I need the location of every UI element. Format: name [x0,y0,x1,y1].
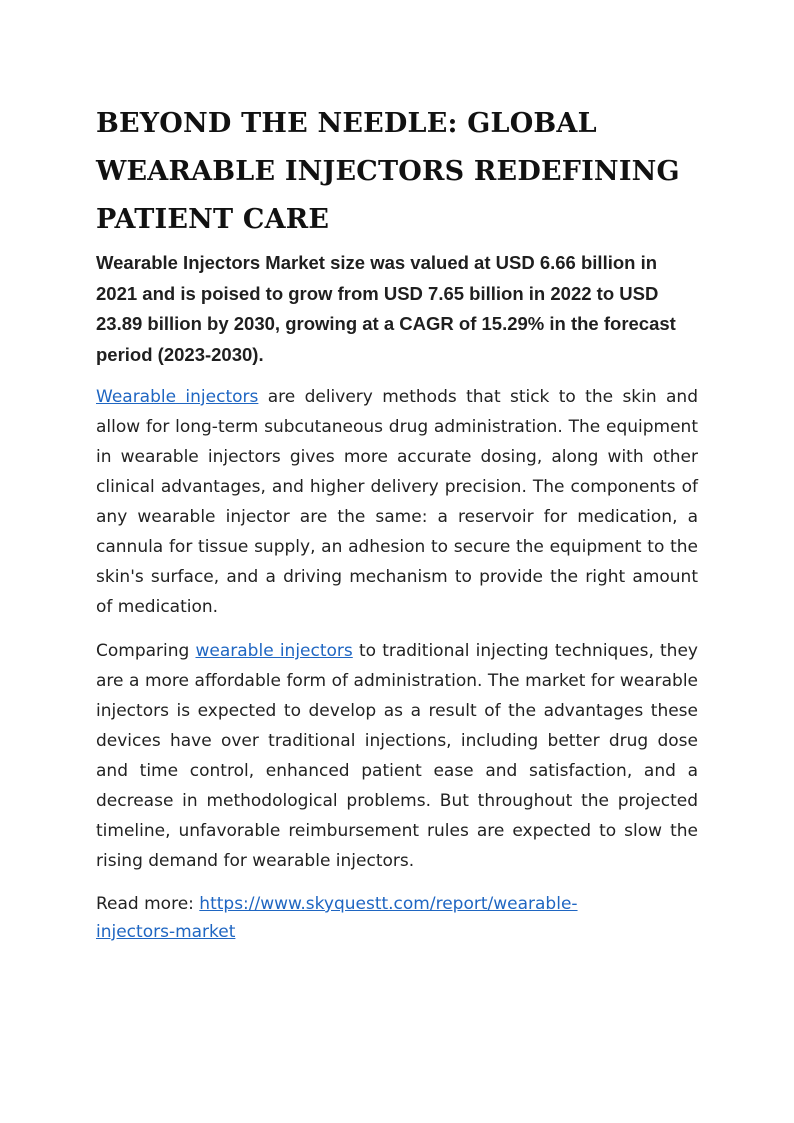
paragraph-2 [96,636,698,876]
read-more-label: Read more: [96,894,200,914]
title-line-1: BEYOND THE NEEDLE: GLOBAL [96,108,597,139]
wearable-injectors-link-2[interactable]: wearable injectors [195,641,353,661]
read-more [96,890,698,946]
paragraph-2-text-after: to traditional injecting techniques, they are a more affordable form of administration. The market for wearable injectors is expected to develop as a result of the advantages these devices have over traditional injections, including better drug dose and time control, enhanced patient ease and satisfaction, and a decrease in methodological problems. But throughout the projected timeline, unfavorable reimbursement rules are expected to slow the rising demand for wearable injectors. [96,641,698,871]
page-title [96,100,698,244]
report-url-line-2: injectors-market [96,922,236,942]
lead-paragraph: Wearable Injectors Market size was valued at USD 6.66 billion in 2021 and is poised to grow from USD 7.65 billion in 2022 to USD 23.89 billion by 2030, growing at a CAGR of 15.29% in the forecast period (2023-2030). [96,252,676,365]
report-url-line-1: https://www.skyquestt.com/report/wearable- [199,894,578,914]
paragraph-2-text-before: Comparing [96,641,196,661]
document-page [96,100,698,946]
wearable-injectors-link-1[interactable]: Wearable injectors [96,387,259,407]
title-line-2: WEARABLE INJECTORS REDEFINING [96,156,680,187]
paragraph-1 [96,382,698,622]
title-line-3: PATIENT CARE [96,204,330,235]
paragraph-1-text: are delivery methods that stick to the skin and allow for long-term subcutaneous drug administration. The equipment in wearable injectors gives more accurate dosing, along with other clinical advantages, and higher delivery precision. The components of any wearable injector are the same: a reservoir for medication, a cannula for tissue supply, an adhesion to secure the equipment to the skin's surface, and a driving mechanism to provide the right amount of medication. [96,387,698,617]
